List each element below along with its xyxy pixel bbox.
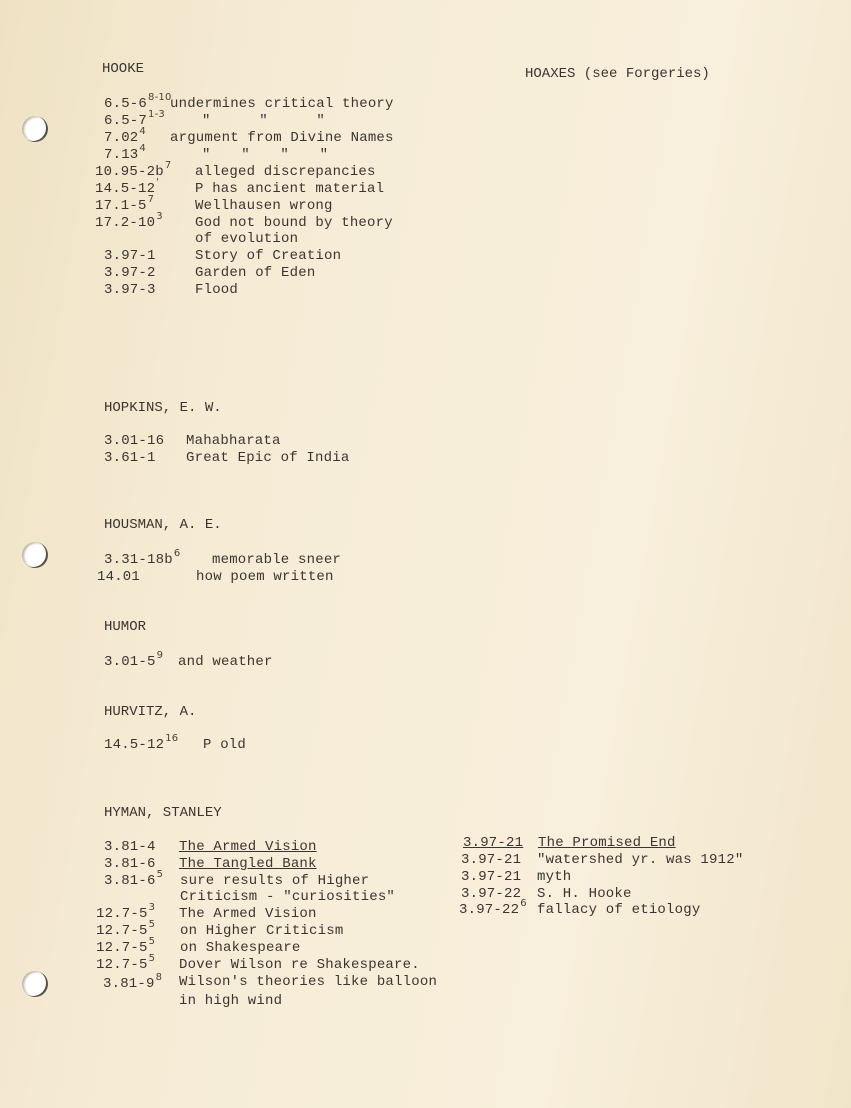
- entry-text: Criticism - "curiosities": [180, 889, 396, 905]
- entry-text: how poem written: [196, 569, 334, 585]
- entry-text: God not bound by theory: [195, 215, 393, 231]
- entry-text: memorable sneer: [212, 552, 342, 568]
- entry-text: Mahabharata: [186, 433, 281, 449]
- heading-hoaxes: HOAXES (see Forgeries): [525, 66, 710, 82]
- entry-text: undermines critical theory: [170, 96, 394, 112]
- entry-text: of evolution: [195, 231, 299, 247]
- entry-ref: 3.97-21: [463, 835, 524, 851]
- entry-ref: $12.7-5^5$: [96, 919, 156, 939]
- entry-ref: $12.7-5^5$: [96, 953, 156, 973]
- entry-ref: 14.5-12': [95, 177, 160, 197]
- entry-ref: $17.1-5^7$: [95, 194, 155, 214]
- entry-ref: $14.5-12^{16}$: [104, 733, 179, 753]
- entry-text: argument from Divine Names: [170, 130, 394, 146]
- entry-text: S. H. Hooke: [537, 886, 632, 902]
- entry-text: The Armed Vision: [179, 906, 317, 922]
- entry-ref: $17.2-10^3$: [95, 211, 163, 231]
- entry-ref: 3.97-2: [104, 265, 156, 281]
- heading-hopkins: HOPKINS, E. W.: [104, 400, 222, 416]
- entry-text: Garden of Eden: [195, 265, 316, 281]
- heading-humor: HUMOR: [104, 619, 147, 635]
- entry-text: on Higher Criticism: [180, 923, 344, 939]
- entry-ref: 3.81-6: [104, 856, 156, 872]
- heading-housman: HOUSMAN, A. E.: [104, 517, 222, 533]
- entry-text: sure results of Higher: [180, 873, 370, 889]
- heading-hooke: HOOKE: [102, 61, 145, 77]
- entry-text: alleged discrepancies: [195, 164, 376, 180]
- entry-text: " " ": [202, 113, 326, 129]
- entry-ref: 3.97-3: [104, 282, 156, 298]
- punch-hole: [22, 542, 48, 568]
- entry-text: Great Epic of India: [186, 450, 350, 466]
- entry-text: The Promised End: [538, 835, 676, 851]
- entry-ref: 6.5-7$^{1-3}$: [104, 109, 165, 129]
- entry-text: The Armed Vision: [179, 839, 317, 855]
- entry-text: on Shakespeare: [180, 940, 301, 956]
- entry-ref: $12.7-5^5$: [96, 936, 156, 956]
- entry-ref: 7.02$^4$: [104, 126, 146, 146]
- entry-text: fallacy of etiology: [537, 902, 701, 918]
- heading-hurvitz: HURVITZ, A.: [104, 704, 197, 720]
- entry-text: Wellhausen wrong: [195, 198, 333, 214]
- entry-text: myth: [537, 869, 572, 885]
- entry-ref: $3.01-5^9$: [104, 650, 164, 670]
- entry-ref: $10.95-2b^7$: [95, 160, 172, 180]
- entry-text: Wilson's theories like balloon: [179, 974, 438, 990]
- entry-ref: 3.61-1: [104, 450, 156, 466]
- punch-hole: [22, 971, 48, 997]
- entry-ref: 3.97-21: [461, 852, 522, 868]
- entry-ref: 3.97-21: [461, 869, 522, 885]
- entry-text: in high wind: [179, 993, 283, 1009]
- entry-ref: 14.01: [97, 569, 141, 585]
- entry-text: Story of Creation: [195, 248, 342, 264]
- heading-hyman: HYMAN, STANLEY: [104, 805, 222, 821]
- entry-ref: $3.97-22^6$: [459, 898, 527, 918]
- punch-hole: [22, 116, 48, 142]
- entry-text: Dover Wilson re Shakespeare.: [179, 957, 420, 973]
- entry-ref: 3.97-1: [104, 248, 156, 264]
- entry-ref: $12.7-5^3$: [96, 902, 156, 922]
- entry-ref: 6.5-6$^{8-10}$: [104, 92, 172, 112]
- entry-text: and weather: [178, 654, 273, 670]
- entry-ref: 3.81-4: [104, 839, 156, 855]
- entry-ref: $3.31-18b^6$: [104, 548, 181, 568]
- entry-text: Flood: [195, 282, 239, 298]
- entry-ref: 7.13$^4$: [104, 143, 146, 163]
- entry-text: P old: [203, 737, 247, 753]
- entry-ref: $3.81-9^8$: [103, 972, 163, 992]
- entry-text: " " " ": [202, 147, 329, 163]
- entry-ref: 3.97-22: [461, 886, 522, 902]
- entry-text: The Tangled Bank: [179, 856, 317, 872]
- entry-ref: $3.81-6^5$: [104, 869, 164, 889]
- entry-ref: 3.01-16: [104, 433, 165, 449]
- entry-text: "watershed yr. was 1912": [537, 852, 744, 868]
- entry-text: P has ancient material: [195, 181, 385, 197]
